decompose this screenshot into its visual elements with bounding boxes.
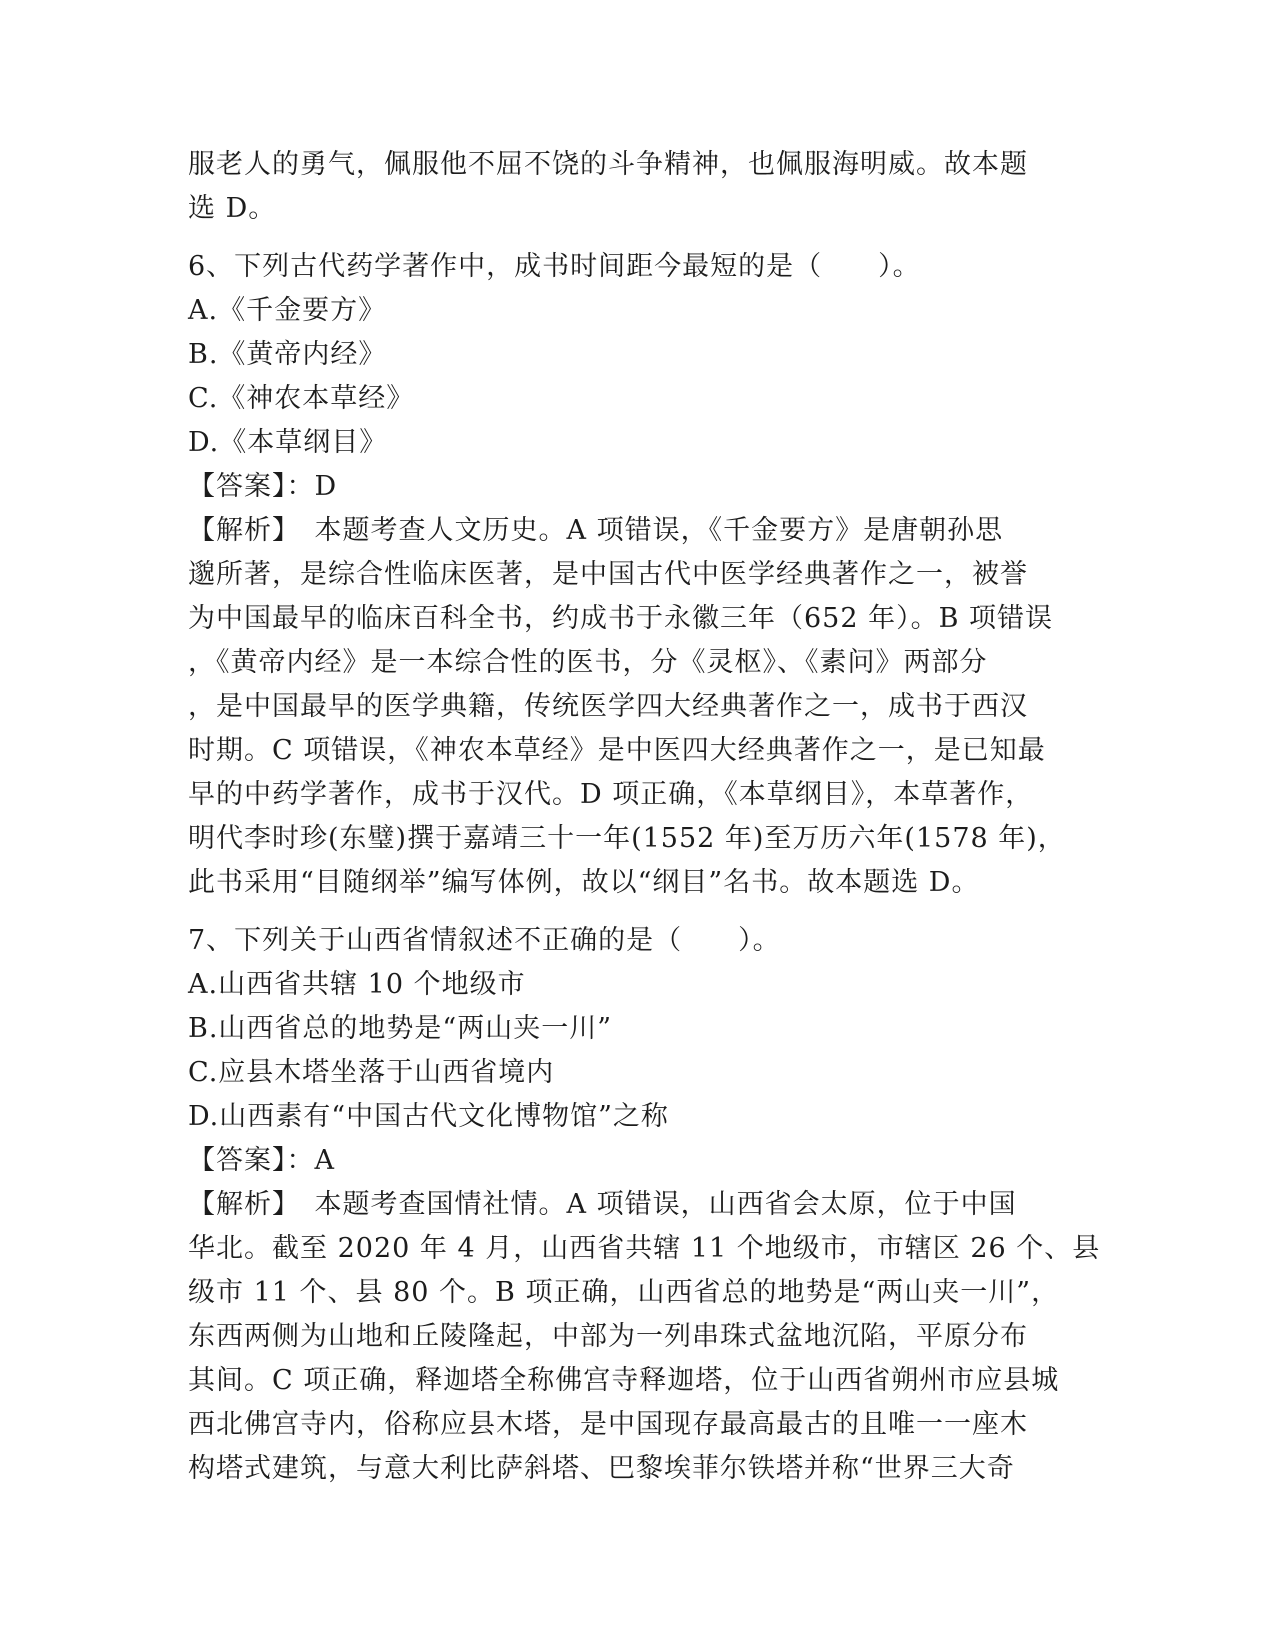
previous-explanation-tail xyxy=(188,143,1088,231)
answer-line: 【答案】：D xyxy=(188,471,338,502)
option-a: A.《千金要方》 xyxy=(188,295,387,326)
explanation-line: 早的中药学著作，成书于汉代。D 项正确，《本草纲目》，本草著作， xyxy=(188,779,1034,810)
option-c: C.《神农本草经》 xyxy=(188,383,415,414)
option-d: D.山西素有“中国古代文化博物馆”之称 xyxy=(188,1101,669,1132)
explanation-line: ，《黄帝内经》是一本综合性的医书，分《灵枢》、《素问》两部分 xyxy=(188,647,988,678)
question-stem: 7、下列关于山西省情叙述不正确的是（ ）。 xyxy=(188,925,781,956)
explanation-line: 为中国最早的临床百科全书，约成书于永徽三年（652 年）。B 项错误 xyxy=(188,603,1054,634)
question-7 xyxy=(188,919,1101,1491)
option-d: D.《本草纲目》 xyxy=(188,427,388,458)
option-b: B.《黄帝内经》 xyxy=(188,339,387,370)
explanation-line: 【解析】 本题考查国情社情。A 项错误，山西省会太原，位于中国 xyxy=(188,1189,1017,1220)
explanation-line: 东西两侧为山地和丘陵隆起，中部为一列串珠式盆地沉陷，平原分布 xyxy=(188,1321,1028,1352)
explanation-line: 明代李时珍(东璧)撰于嘉靖三十一年(1552 年)至万历六年(1578 年)， xyxy=(188,823,1066,854)
explanation xyxy=(188,1183,1101,1491)
text-line: 服老人的勇气，佩服他不屈不饶的斗争精神，也佩服海明威。故本题 xyxy=(188,149,1028,180)
explanation-line: ，是中国最早的医学典籍，传统医学四大经典著作之一，成书于西汉 xyxy=(188,691,1028,722)
text-line: 选 D。 xyxy=(188,193,277,224)
explanation-line: 西北佛宫寺内，俗称应县木塔，是中国现存最高最古的且唯一一座木 xyxy=(188,1409,1028,1440)
question-6 xyxy=(188,245,1088,905)
option-b: B.山西省总的地势是“两山夹一川” xyxy=(188,1013,613,1044)
explanation-line: 级市 11 个、县 80 个。B 项正确，山西省总的地势是“两山夹一川”， xyxy=(188,1277,1060,1308)
question-stem: 6、下列古代药学著作中，成书时间距今最短的是（ ）。 xyxy=(188,251,921,282)
explanation-line: 时期。C 项错误，《神农本草经》是中医四大经典著作之一，是已知最 xyxy=(188,735,1046,766)
explanation-line: 华北。截至 2020 年 4 月，山西省共辖 11 个地级市，市辖区 26 个、县 xyxy=(188,1233,1101,1264)
explanation-line: 此书采用“目随纲举”编写体例，故以“纲目”名书。故本题选 D。 xyxy=(188,867,980,898)
page-content xyxy=(188,143,1101,1491)
option-c: C.应县木塔坐落于山西省境内 xyxy=(188,1057,555,1088)
explanation xyxy=(188,509,1088,905)
answer-line: 【答案】：A xyxy=(188,1145,335,1176)
option-a: A.山西省共辖 10 个地级市 xyxy=(188,969,526,1000)
explanation-line: 邈所著，是综合性临床医著，是中国古代中医学经典著作之一，被誉 xyxy=(188,559,1028,590)
explanation-line: 【解析】 本题考查人文历史。A 项错误，《千金要方》是唐朝孙思 xyxy=(188,515,1004,546)
explanation-line: 其间。C 项正确，释迦塔全称佛宫寺释迦塔，位于山西省朔州市应县城 xyxy=(188,1365,1060,1396)
explanation-line: 构塔式建筑，与意大利比萨斜塔、巴黎埃菲尔铁塔并称“世界三大奇 xyxy=(188,1453,1015,1484)
